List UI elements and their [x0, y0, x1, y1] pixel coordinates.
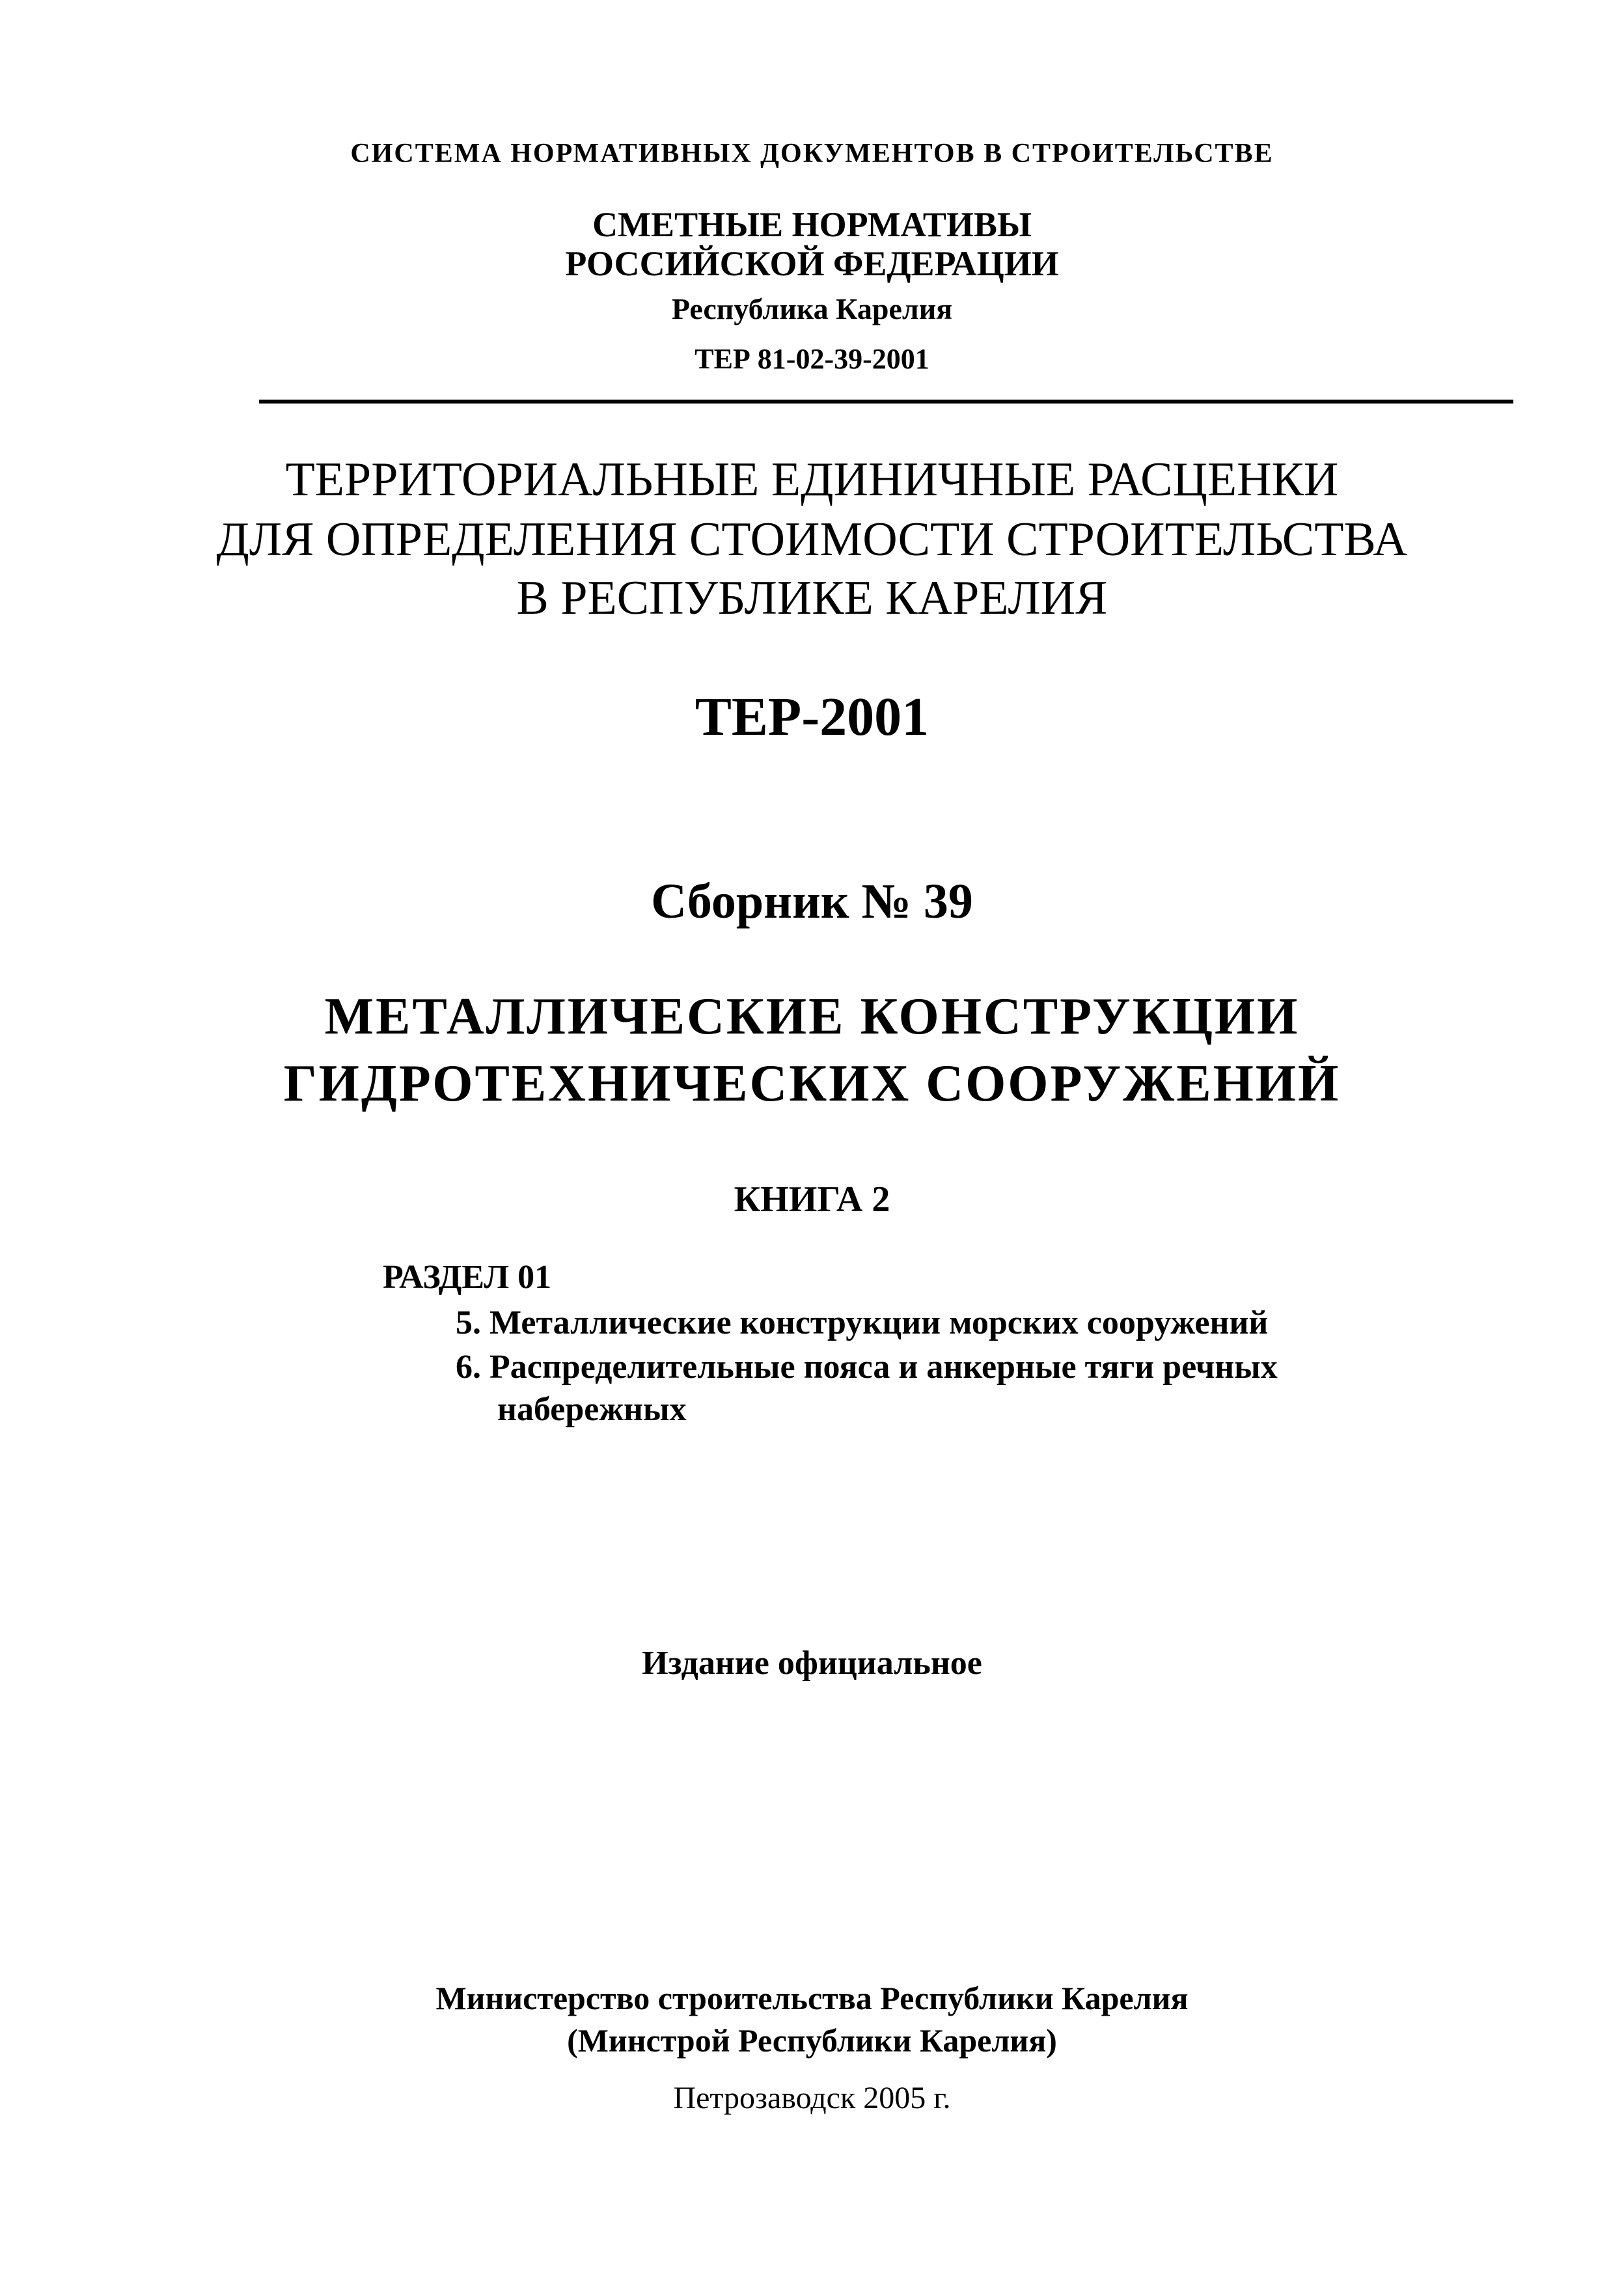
place-and-year: Петрозаводск 2005 г. — [673, 2081, 951, 2115]
book-number: КНИГА 2 — [734, 1179, 890, 1220]
section-item-continuation: набережных — [497, 1391, 687, 1428]
section-item: 5. Металлические конструкции морских сооружений — [456, 1304, 1269, 1341]
edition-note: Издание официальное — [642, 1645, 982, 1682]
section-label: РАЗДЕЛ 01 — [383, 1259, 552, 1296]
subject-line1: МЕТАЛЛИЧЕСКИЕ КОНСТРУКЦИИ — [324, 988, 1300, 1045]
norms-heading-line1: СМЕТНЫЕ НОРМАТИВЫ — [592, 205, 1032, 244]
region-name: Республика Карелия — [671, 292, 953, 325]
publisher-name: Министерство строительства Республики Карелия — [435, 1980, 1189, 2016]
collection-number: Сборник № 39 — [651, 874, 973, 929]
section-item: 6. Распределительные пояса и анкерные тяги речных — [456, 1349, 1278, 1386]
title-line2: ДЛЯ ОПРЕДЕЛЕНИЯ СТОИМОСТИ СТРОИТЕЛЬСТВА — [216, 513, 1408, 566]
header-divider — [259, 400, 1513, 404]
publisher-short-name: (Минстрой Республики Карелия) — [567, 2022, 1057, 2059]
title-line1: ТЕРРИТОРИАЛЬНЫЕ ЕДИНИЧНЫЕ РАСЦЕНКИ — [285, 453, 1339, 506]
subject-line2: ГИДРОТЕХНИЧЕСКИХ СООРУЖЕНИЙ — [283, 1055, 1341, 1112]
short-title: ТЕР-2001 — [695, 687, 929, 747]
series-header: СИСТЕМА НОРМАТИВНЫХ ДОКУМЕНТОВ В СТРОИТЕЛЬСТВЕ — [350, 139, 1274, 169]
title-line3: В РЕСПУБЛИКЕ КАРЕЛИЯ — [516, 571, 1108, 625]
document-code: ТЕР 81-02-39-2001 — [695, 343, 929, 375]
norms-heading-line2: РОССИЙСКОЙ ФЕДЕРАЦИИ — [565, 244, 1059, 283]
